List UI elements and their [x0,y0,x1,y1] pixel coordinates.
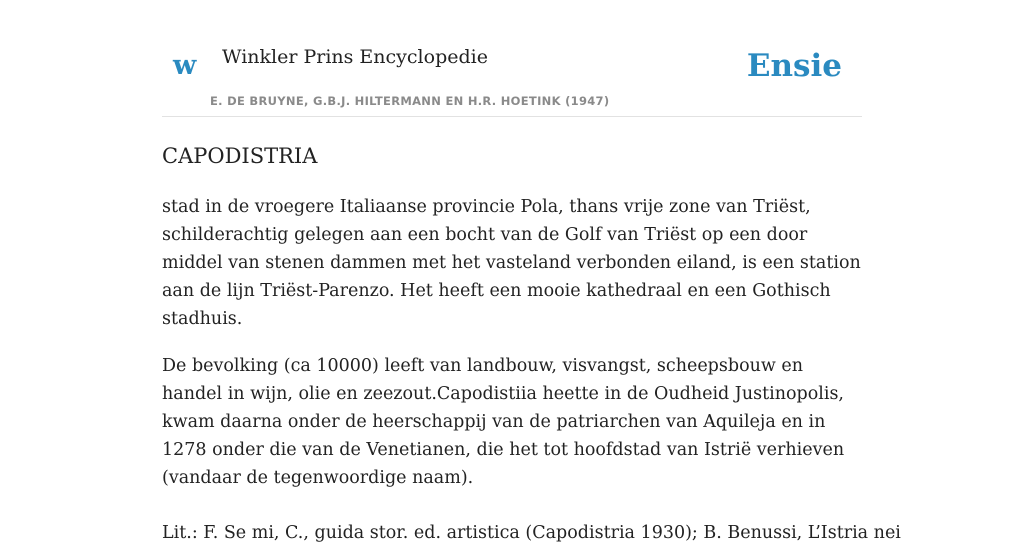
source-title[interactable]: Winkler Prins Encyclopedie [222,46,488,68]
entry-title: CAPODISTRIA [162,144,318,168]
source-authors: E. DE BRUYNE, G.B.J. HILTERMANN EN H.R. HOETINK (1947) [210,94,610,108]
winkler-prins-logo[interactable]: w [173,50,197,81]
literature-paragraph: Lit.: F. Se mi, C., guida stor. ed. artistica (Capodistria 1930); B. Benussi, L’Istria nei [162,523,901,543]
article-paragraph: stad in de vroegere Italiaanse provincie Pola, thans vrije zone van Triëst, schilderachtig gelegen aan een bocht van de Golf van Triëst op een door middel van stenen dammen met het vasteland verbonden eiland, is een station aan de lijn Triëst-Parenzo. Het heeft een mooie kathedraal en een Gothisch stadhuis. [162,197,861,329]
article-paragraph: De bevolking (ca 10000) leeft van landbouw, visvangst, scheepsbouw en handel in wijn, olie en zeezout.Capodistiia heette in de Oudheid Justinopolis, kwam daarna onder de heerschappij van de patriarchen van Aquileja en in 1278 onder die van de Venetianen, die het tot hoofdstad van Istrië verhieven (vandaar de tegenwoordige naam). [162,356,845,488]
ensie-logo[interactable]: Ensie [746,48,842,84]
page [162,0,901,547]
article [162,142,901,547]
site-header [162,0,862,117]
